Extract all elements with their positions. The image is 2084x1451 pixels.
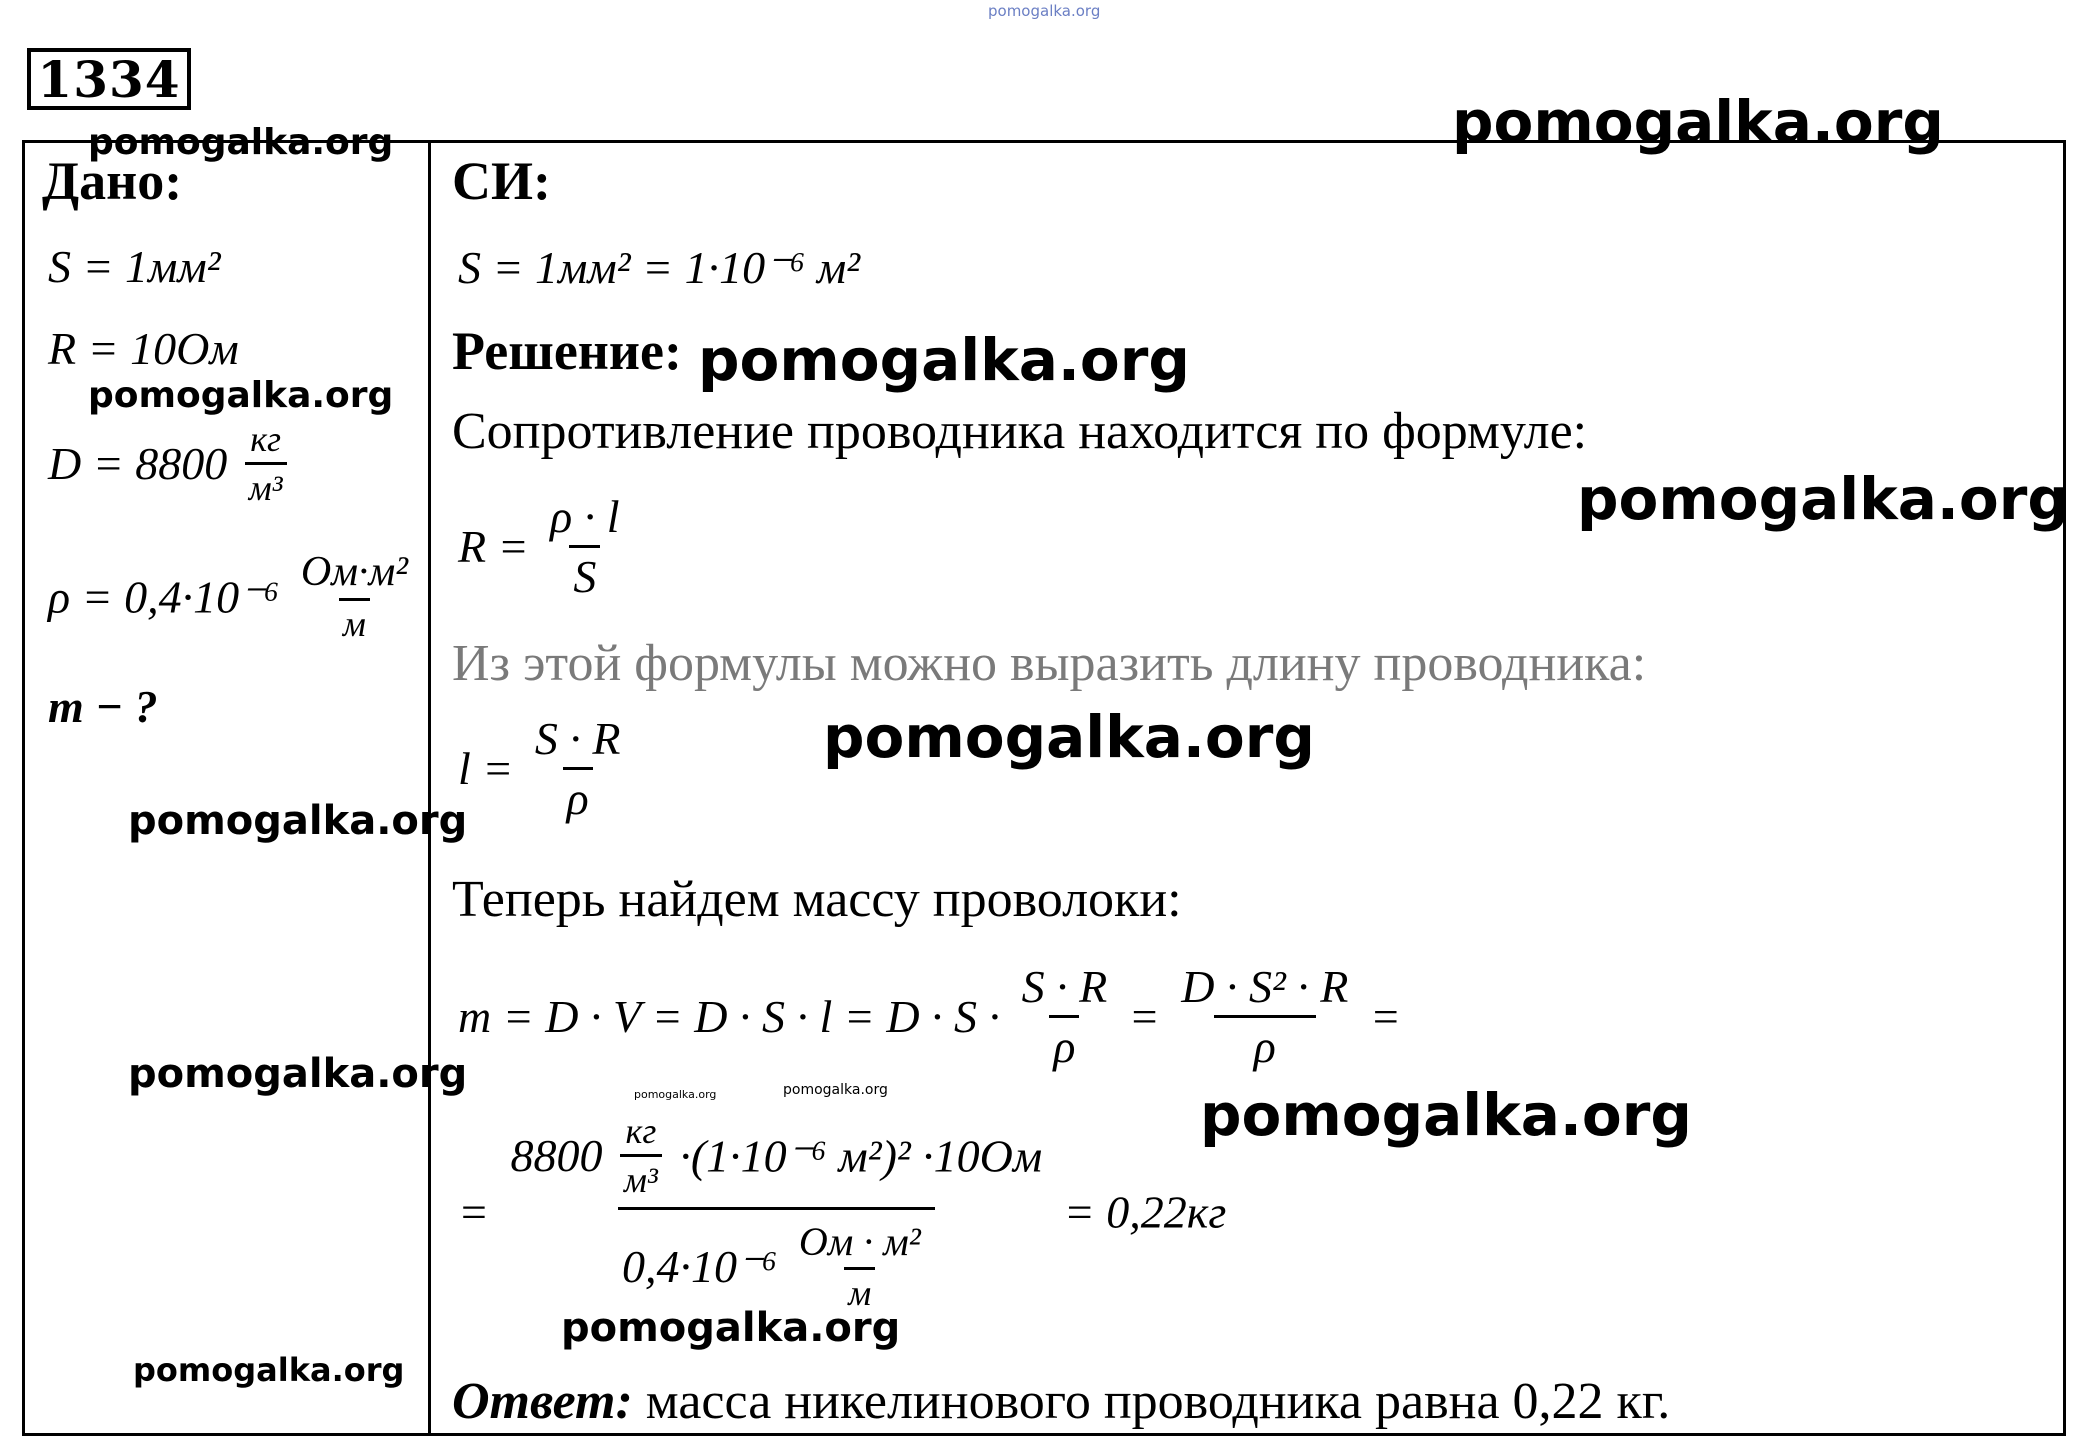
watermark: pomogalka.org (88, 375, 394, 416)
formula-length-num: S · R (534, 713, 621, 764)
formula-resistance-left: R = (458, 521, 529, 572)
formula-mass (458, 960, 1401, 1073)
formula-numeric-fraction (507, 1110, 1047, 1314)
formula-length-fraction (531, 712, 625, 825)
watermark: pomogalka.org (698, 326, 1190, 394)
si-area: S = 1мм² = 1·10⁻⁶ м² (458, 242, 861, 293)
formula-mass-den-2: ρ (1214, 1015, 1316, 1073)
si-header: СИ: (452, 151, 551, 211)
formula-numeric-num (507, 1110, 1047, 1207)
given-resistivity (48, 548, 418, 645)
column-divider (428, 140, 431, 1436)
formula-resistance-den: S (569, 545, 600, 603)
watermark: pomogalka.org (133, 1351, 405, 1389)
watermark: pomogalka.org (783, 1082, 888, 1098)
resistivity-unit-fraction (297, 548, 412, 645)
watermark: pomogalka.org (561, 1305, 901, 1351)
answer (452, 1372, 1670, 1431)
density-unit-fraction (245, 418, 287, 509)
given-header: Дано: (42, 151, 183, 211)
given-density (48, 418, 293, 509)
solution-line-1: Сопротивление проводника находится по формуле: (452, 403, 1588, 460)
formula-length (458, 712, 630, 825)
formula-numeric-lead: = (458, 1186, 490, 1238)
numeric-density-unit-den: м³ (620, 1154, 662, 1201)
formula-resistance (458, 490, 630, 603)
density-unit-den: м³ (245, 462, 287, 509)
watermark: pomogalka.org (88, 122, 394, 163)
numeric-density-value: 8800 (510, 1130, 603, 1181)
watermark: pomogalka.org (1200, 1081, 1692, 1149)
density-unit-num: кг (250, 419, 282, 459)
problem-number: 1334 (27, 48, 191, 110)
formula-mass-fraction-2 (1177, 960, 1352, 1073)
resistivity-unit-num: Ом·м² (300, 549, 408, 595)
watermark: pomogalka.org (1452, 88, 1944, 156)
formula-numeric-result: = 0,22кг (1063, 1186, 1227, 1238)
resistivity-value: ρ = 0,4·10⁻⁶ (48, 571, 280, 623)
given-area: S = 1мм² (48, 241, 221, 292)
solution-line-3: Теперь найдем массу проволоки: (452, 871, 1182, 928)
watermark: pomogalka.org (128, 1051, 468, 1097)
formula-mass-left: m = D · V = D · S · l = D · S · (458, 991, 1001, 1042)
numeric-density-unit (620, 1110, 662, 1201)
formula-mass-eq: = (1128, 991, 1160, 1042)
watermark: pomogalka.org (1577, 465, 2069, 533)
formula-numeric-den (618, 1207, 935, 1314)
numeric-resistivity-value: 0,4·10⁻⁶ (622, 1241, 778, 1292)
formula-length-den: ρ (563, 767, 593, 825)
numeric-resistivity-unit (795, 1218, 925, 1314)
given-unknown: m − ? (48, 681, 158, 732)
numeric-resistivity-unit-num: Ом · м² (798, 1219, 921, 1264)
answer-label: Ответ: (452, 1373, 633, 1430)
watermark: pomogalka.org (634, 1088, 717, 1101)
watermark-top: pomogalka.org (988, 2, 1101, 20)
formula-numeric (458, 1110, 1226, 1314)
watermark: pomogalka.org (823, 703, 1315, 771)
solution-line-2: Из этой формулы можно выразить длину проводника: (452, 635, 1647, 692)
watermark: pomogalka.org (128, 798, 468, 844)
formula-mass-num-1: S · R (1021, 961, 1108, 1012)
formula-length-left: l = (458, 743, 514, 794)
formula-mass-num-2: D · S² · R (1181, 961, 1349, 1012)
answer-text: масса никелинового проводника равна 0,22 кг. (645, 1373, 1671, 1430)
solution-header: Решение: (452, 321, 682, 381)
resistivity-unit-den: м (339, 598, 370, 645)
formula-mass-tail: = (1369, 991, 1401, 1042)
numeric-resistivity-unit-den: м (844, 1267, 875, 1314)
numeric-density-unit-num: кг (625, 1111, 657, 1151)
formula-mass-fraction-1 (1018, 960, 1112, 1073)
given-resistance: R = 10Ом (48, 323, 239, 374)
formula-mass-den-1: ρ (1049, 1015, 1079, 1073)
formula-resistance-num: ρ · l (550, 491, 620, 542)
density-value: D = 8800 (48, 438, 228, 489)
formula-resistance-fraction (546, 490, 623, 603)
numeric-rest: ·(1·10⁻⁶ м²)² ·10Ом (679, 1130, 1043, 1182)
